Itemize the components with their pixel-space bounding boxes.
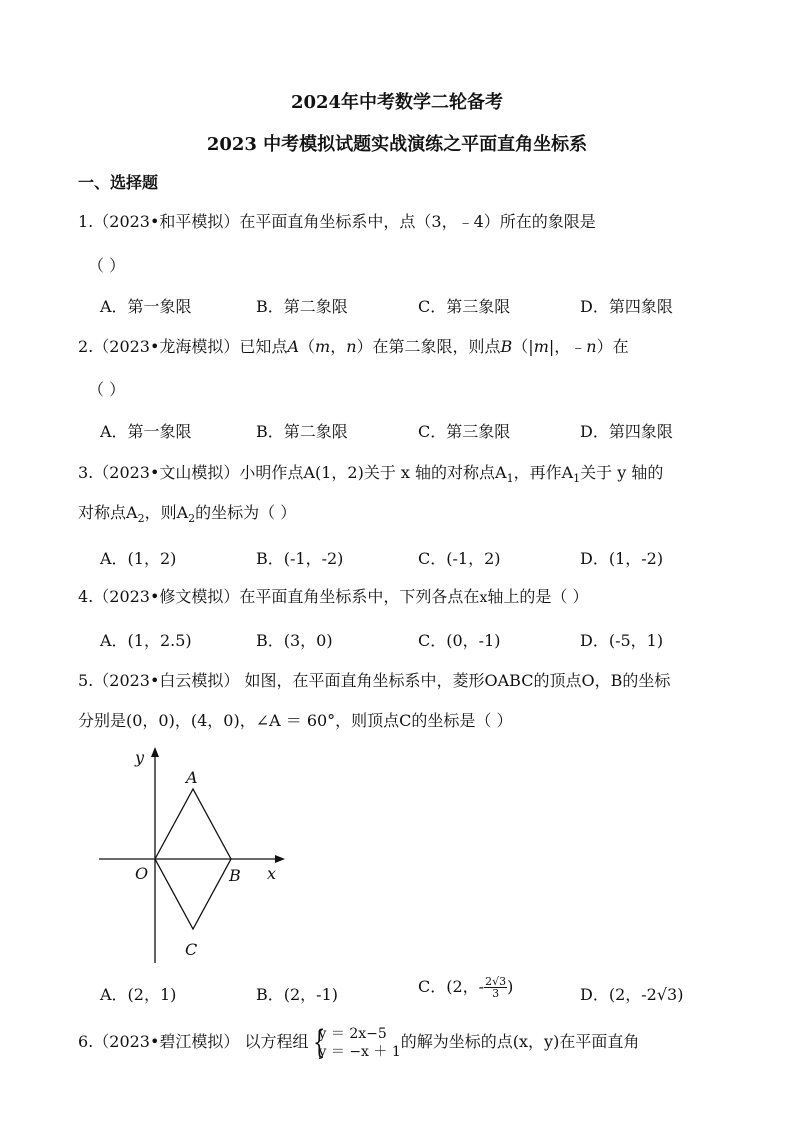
question-2-option-b[interactable]: B．第二象限 xyxy=(256,422,348,441)
question-4-options xyxy=(100,628,740,650)
q3-part: 关于 y 轴的 xyxy=(580,463,664,482)
question-5-option-a[interactable]: A．(2，1) xyxy=(100,985,177,1004)
var-n: n xyxy=(586,337,597,356)
q2-part: 2.（2023•龙海模拟）已知点 xyxy=(78,337,288,356)
subscript: 2 xyxy=(188,512,196,526)
subscript: 2 xyxy=(137,512,145,526)
question-3-option-a[interactable]: A．(1，2) xyxy=(100,549,177,568)
question-4-text xyxy=(78,586,758,609)
q2-part: |，﹣ xyxy=(548,337,587,356)
question-3-option-b[interactable]: B．(-1，-2) xyxy=(256,549,344,568)
option-c-suffix: ) xyxy=(507,977,514,996)
label-o: O xyxy=(135,864,149,883)
q4-part: 4.（2023•修文模拟）在平面直角坐标系中，下列各点在 xyxy=(78,587,480,606)
question-2-option-a[interactable]: A．第一象限 xyxy=(100,422,192,441)
fraction xyxy=(484,976,507,999)
question-1-option-a[interactable]: A．第一象限 xyxy=(100,297,192,316)
question-3-line-2 xyxy=(78,502,758,530)
label-b: B xyxy=(229,866,241,885)
question-1-text: 1.（2023•和平模拟）在平面直角坐标系中，点（3，﹣4）所在的象限是 xyxy=(78,212,596,231)
question-1-options xyxy=(100,294,740,316)
question-5-options xyxy=(100,975,740,1008)
question-2-options xyxy=(100,419,740,441)
question-3-option-c[interactable]: C．(-1，2) xyxy=(418,549,501,568)
q2-part: ， xyxy=(330,337,347,356)
brace-icon: { xyxy=(312,1022,325,1061)
fraction-denominator: 3 xyxy=(492,987,500,1000)
q3-part: 3.（2023•文山模拟）小明作点A(1，2)关于 x 轴的对称点A xyxy=(78,463,507,482)
doc-subtitle: 2023 中考模拟试题实战演练之平面直角坐标系 xyxy=(206,134,588,155)
question-4-option-a[interactable]: A．(1，2.5) xyxy=(100,631,192,650)
label-y: y xyxy=(135,748,145,767)
question-1-option-c[interactable]: C．第三象限 xyxy=(418,297,511,316)
q3-part: 对称点A xyxy=(78,503,138,522)
var-m: m xyxy=(533,337,549,356)
q2-part: ）在第二象限，则点 xyxy=(356,337,501,356)
question-1-option-d[interactable]: D．第四象限 xyxy=(580,297,673,316)
y-axis-arrow xyxy=(151,747,159,757)
equation-system xyxy=(309,1022,401,1061)
var-m: m xyxy=(315,337,331,356)
q3-part: ，则A xyxy=(144,503,189,522)
equation-1: y ＝ 2x−5 xyxy=(318,1025,387,1042)
q3-part: 的坐标为（ ） xyxy=(195,503,297,522)
equation-2: y ＝ −x ＋ 1 xyxy=(318,1043,401,1060)
label-x: x xyxy=(267,864,277,883)
question-3-option-d[interactable]: D．(1，-2) xyxy=(580,549,664,568)
point-b-label: B xyxy=(500,337,513,356)
subscript: 1 xyxy=(573,472,581,486)
q6-part: 的解为坐标的点(x，y)在平面直角 xyxy=(400,1032,640,1051)
option-c-prefix: C．(2，- xyxy=(418,977,485,996)
label-a: A xyxy=(186,768,198,787)
question-1-bracket: （ ） xyxy=(88,256,126,275)
q4-part: 轴上的是（ ） xyxy=(487,587,589,606)
question-4-option-d[interactable]: D．(-5，1) xyxy=(580,631,664,650)
q6-part: 6.（2023•碧江模拟） 以方程组 xyxy=(78,1032,309,1051)
question-4-option-b[interactable]: B．(3，0) xyxy=(256,631,333,650)
question-5-line-2: 分别是(0，0)，(4，0)，∠A ＝ 60°，则顶点C的坐标是（ ） xyxy=(78,711,513,730)
fraction-numerator: 2√3 xyxy=(485,975,507,988)
question-5-option-c[interactable] xyxy=(418,974,513,999)
point-a-label: A xyxy=(287,337,299,356)
question-6-text xyxy=(78,1022,758,1066)
question-2-text xyxy=(78,336,758,358)
question-3-line-1 xyxy=(78,462,758,490)
q2-part: ）在 xyxy=(596,337,629,356)
question-1-option-b[interactable]: B．第二象限 xyxy=(256,297,348,316)
x-axis-arrow xyxy=(275,855,285,863)
label-c: C xyxy=(185,940,198,959)
subscript: 1 xyxy=(506,472,514,486)
question-5-option-b[interactable]: B．(2，-1) xyxy=(256,985,339,1004)
question-3-options xyxy=(100,546,740,568)
section-heading: 一、选择题 xyxy=(78,173,159,192)
question-2-option-d[interactable]: D．第四象限 xyxy=(580,422,673,441)
rhombus-figure xyxy=(95,745,295,970)
var-x: x xyxy=(479,590,488,606)
doc-title: 2024年中考数学二轮备考 xyxy=(290,92,504,113)
q3-part: ，再作A xyxy=(513,463,574,482)
question-5-line-1: 5.（2023•白云模拟） 如图，在平面直角坐标系中，菱形OABC的顶点O，B的坐标 xyxy=(78,671,671,690)
question-2-bracket: （ ） xyxy=(88,380,126,399)
q2-part: （| xyxy=(512,337,534,356)
question-2-option-c[interactable]: C．第三象限 xyxy=(418,422,511,441)
question-4-option-c[interactable]: C．(0，-1) xyxy=(418,631,501,650)
question-5-option-d[interactable]: D．(2，-2√3) xyxy=(580,985,684,1004)
q2-part: （ xyxy=(299,337,316,356)
var-n: n xyxy=(346,337,357,356)
